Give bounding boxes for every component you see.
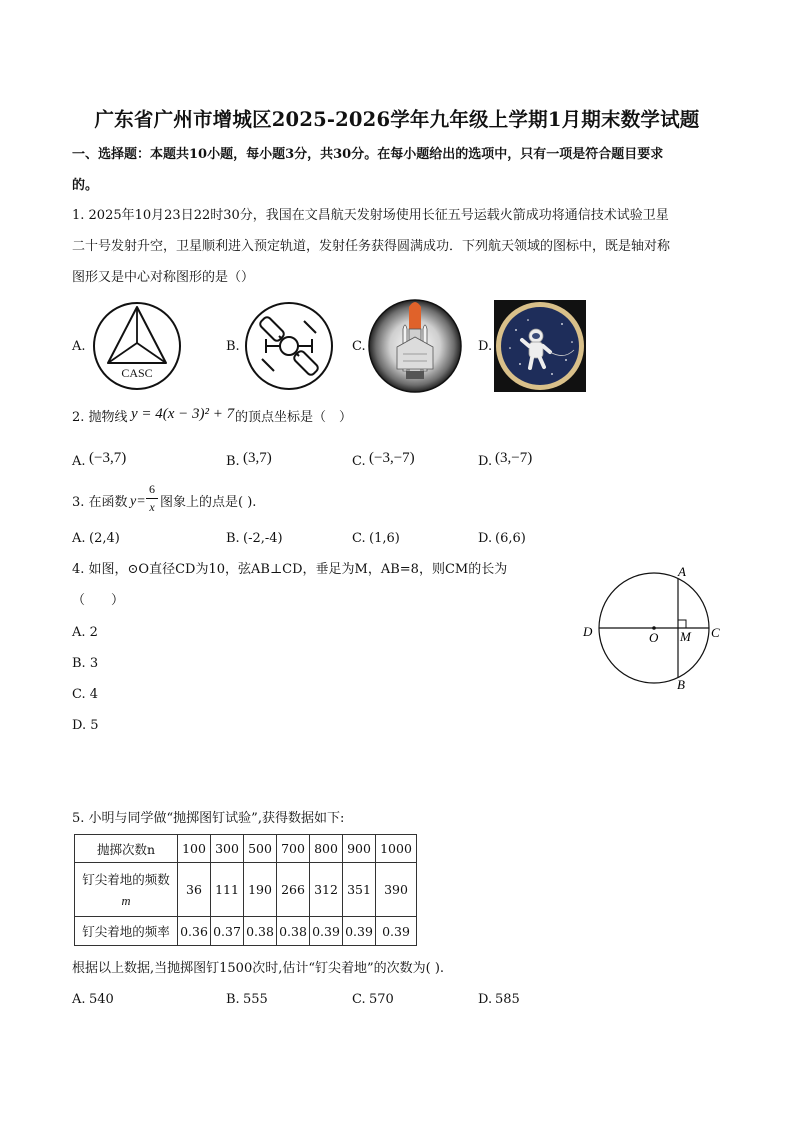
table-header-n: 抛掷次数n	[75, 835, 178, 863]
q2-formula: y = 4(x − 3)² + 7	[131, 406, 235, 422]
q3-denominator: x	[149, 500, 155, 514]
table-cell: 0.36	[178, 917, 211, 946]
q2-option-c-label: C.	[352, 454, 366, 469]
table-cell: 0.39	[343, 917, 376, 946]
q5-option-c-label: C.	[352, 992, 366, 1007]
table-cell: 800	[310, 835, 343, 863]
q2-option-d-label: D.	[478, 454, 493, 469]
q3-option-a-value: (2,4)	[89, 531, 120, 546]
table-header-freq: 钉尖着地的频率	[75, 917, 178, 946]
casc-logo-icon	[90, 301, 184, 391]
q1-option-a-label: A.	[72, 339, 86, 354]
q4-circle-diagram	[578, 562, 728, 696]
section-instruction-line2: 的。	[72, 178, 99, 193]
label-o: O	[649, 630, 659, 645]
table-row	[75, 863, 417, 917]
q3-formula-lhs: y=	[130, 494, 146, 509]
q2-prefix: 2. 抛物线	[72, 410, 128, 425]
table-cell: 351	[343, 863, 376, 917]
table-cell: 390	[376, 863, 417, 917]
table-header-m	[75, 863, 178, 917]
q2-option-a-value: (−3,7)	[89, 450, 127, 466]
q4-text-line2: （ ）	[72, 593, 125, 608]
q1-option-d-label: D.	[478, 339, 493, 354]
q3-option-d-value: (6,6)	[495, 531, 526, 546]
table-cell: 266	[277, 863, 310, 917]
q5-option-d-value: 585	[495, 992, 520, 1007]
label-a: A	[678, 564, 686, 579]
q4-option-b: B. 3	[72, 656, 99, 671]
table-cell: 700	[277, 835, 310, 863]
table-cell: 500	[244, 835, 277, 863]
casc-logo-text: CASC	[121, 366, 153, 380]
q2-option-a-label: A.	[72, 454, 86, 469]
section-instruction-line1: 一、选择题：本题共10小题，每小题3分，共30分。在每小题给出的选项中，只有一项是符合题目要求	[72, 147, 664, 162]
q3-option-b-value: (-2,-4)	[243, 531, 283, 546]
table-cell: 0.39	[310, 917, 343, 946]
q2-option-b-value: (3,7)	[243, 450, 272, 466]
right-angle-mark	[678, 620, 686, 628]
q2-option-b-label: B.	[226, 454, 240, 469]
space-shuttle-logo-icon	[368, 299, 462, 393]
table-cell: 0.38	[244, 917, 277, 946]
label-c: C	[711, 625, 720, 640]
label-m: M	[680, 629, 691, 644]
table-cell: 111	[211, 863, 244, 917]
q4-option-c: C. 4	[72, 687, 99, 702]
q2-suffix: 的顶点坐标是（ ）	[235, 410, 353, 425]
q2-option-d-value: (3,−7)	[495, 450, 533, 466]
q5-data-table	[74, 834, 417, 946]
q3-option-a-label: A.	[72, 531, 86, 546]
q1-text-line3: 图形又是中心对称图形的是（）	[72, 270, 255, 285]
q3-option-d-label: D.	[478, 531, 493, 546]
table-header-m-line1: 钉尖着地的频数	[82, 872, 170, 887]
table-cell: 312	[310, 863, 343, 917]
q1-text-line2: 二十号发射升空，卫星顺利进入预定轨道，发射任务获得圆满成功．下列航天领域的图标中，既是轴对称	[72, 239, 671, 254]
table-cell: 0.38	[277, 917, 310, 946]
q5-text-line2: 根据以上数据,当抛掷图钉1500次时,估计“钉尖着地”的次数为( ).	[72, 961, 445, 976]
q1-text-line1: 1. 2025年10月23日22时30分，我国在文昌航天发射场使用长征五号运载火箭成功将通信技术试验卫星	[72, 208, 669, 223]
table-cell: 1000	[376, 835, 417, 863]
q4-option-a: A. 2	[72, 625, 98, 640]
table-cell: 0.39	[376, 917, 417, 946]
q5-option-b-value: 555	[243, 992, 268, 1007]
q3-fraction-bar	[146, 498, 158, 499]
q3-prefix: 3. 在函数	[72, 495, 128, 510]
q3-numerator: 6	[149, 482, 155, 496]
table-cell: 190	[244, 863, 277, 917]
q1-option-c-label: C.	[352, 339, 366, 354]
table-row	[75, 917, 417, 946]
q1-option-b-label: B.	[226, 339, 240, 354]
q5-option-a-label: A.	[72, 992, 86, 1007]
table-cell: 900	[343, 835, 376, 863]
q3-option-b-label: B.	[226, 531, 240, 546]
satellite-logo-icon	[244, 301, 334, 391]
table-cell: 300	[211, 835, 244, 863]
q5-option-a-value: 540	[89, 992, 114, 1007]
q5-option-d-label: D.	[478, 992, 493, 1007]
q4-text-line1: 4. 如图，⊙O直径CD为10，弦AB⊥CD，垂足为M，AB=8，则CM的长为	[72, 562, 508, 577]
label-b: B	[677, 677, 685, 692]
table-cell: 36	[178, 863, 211, 917]
table-row	[75, 835, 417, 863]
q5-text-line1: 5. 小明与同学做“抛掷图钉试验”,获得数据如下:	[72, 811, 345, 826]
table-header-m-line2: m	[121, 894, 131, 908]
q3-option-c-value: (1,6)	[369, 531, 400, 546]
q5-option-c-value: 570	[369, 992, 394, 1007]
table-cell: 100	[178, 835, 211, 863]
q3-suffix: 图象上的点是( ).	[160, 495, 257, 510]
label-d: D	[583, 624, 593, 639]
page-title: 广东省广州市增城区2025-2026学年九年级上学期1月期末数学试题	[94, 108, 700, 131]
q4-option-d: D. 5	[72, 718, 99, 733]
q5-option-b-label: B.	[226, 992, 240, 1007]
table-cell: 0.37	[211, 917, 244, 946]
q3-option-c-label: C.	[352, 531, 366, 546]
astronaut-logo-icon	[494, 300, 586, 392]
q2-option-c-value: (−3,−7)	[369, 450, 415, 466]
